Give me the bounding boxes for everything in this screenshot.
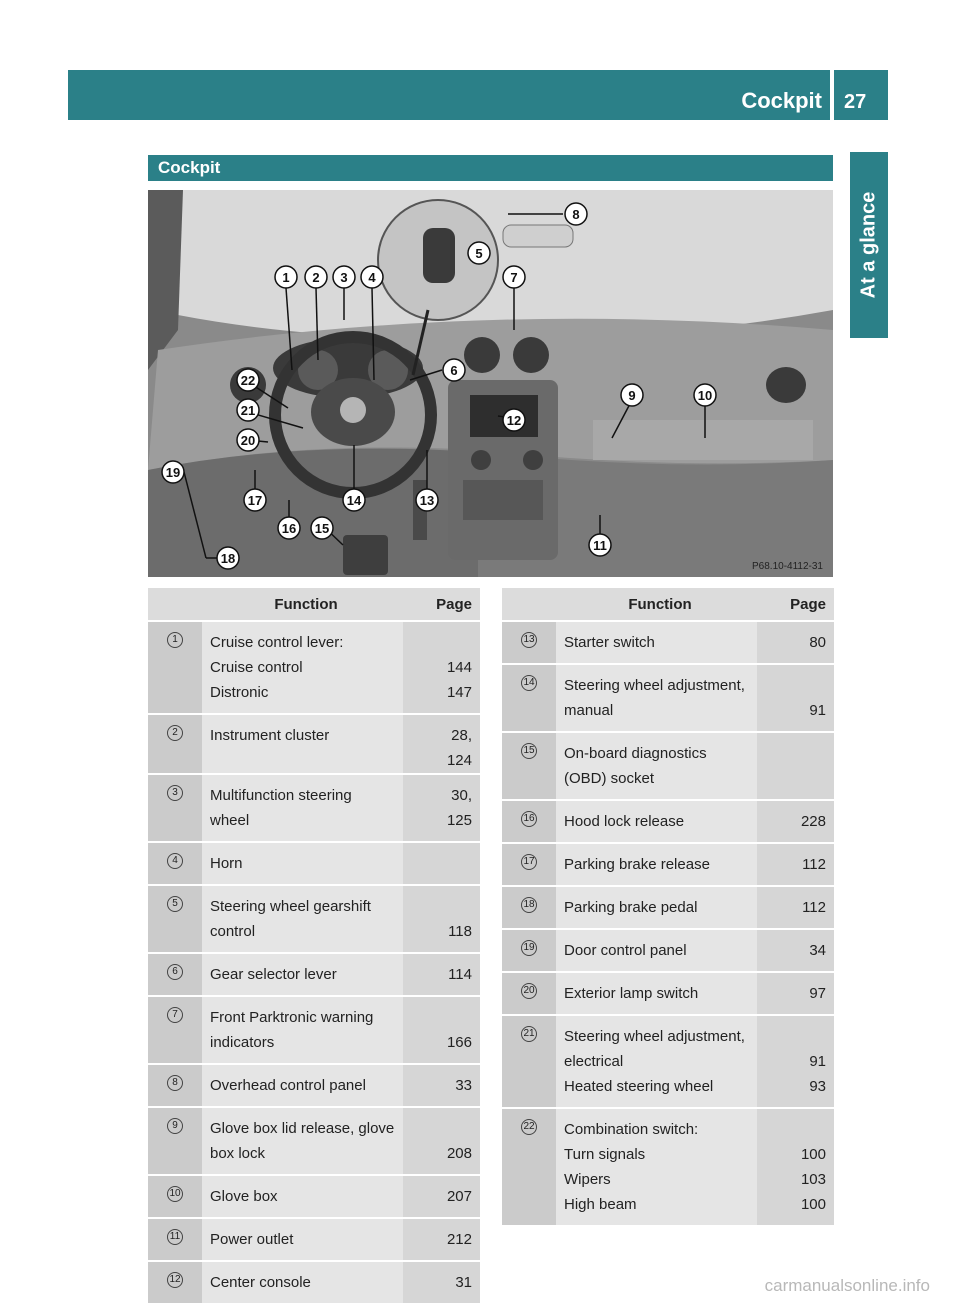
page-ref: 33: [455, 1077, 472, 1094]
function-text: Exterior lamp switch: [564, 985, 699, 1002]
table-row: [502, 664, 834, 732]
item-number-badge: 11: [167, 1229, 183, 1245]
item-number-badge: 21: [521, 1026, 537, 1042]
function-text: Center console: [210, 1274, 311, 1291]
page-cell: [403, 1175, 480, 1218]
page-ref: 91: [809, 702, 826, 719]
svg-text:20: 20: [240, 433, 256, 448]
function-text: Door control panel: [564, 942, 687, 959]
header-function: Function: [202, 588, 403, 621]
function-cell: [556, 1015, 757, 1108]
function-text: Distronic: [210, 684, 269, 701]
page-ref: [757, 1024, 826, 1049]
callout-2: [305, 266, 327, 288]
svg-text:15: 15: [314, 521, 330, 536]
item-number: [148, 996, 202, 1064]
item-number-badge: 10: [167, 1186, 183, 1202]
page-ref: 34: [809, 942, 826, 959]
svg-text:18: 18: [220, 551, 236, 566]
function-text: Parking brake pedal: [564, 899, 698, 916]
page-cell: [403, 714, 480, 774]
page-ref: 114: [448, 966, 472, 983]
cockpit-photo: [148, 190, 833, 577]
svg-text:1: 1: [282, 270, 290, 285]
function-cell: [556, 843, 757, 886]
page-ref: 228: [800, 813, 826, 830]
function-cell: [202, 1064, 403, 1107]
function-text: Glove box: [210, 1188, 278, 1205]
header-num: [502, 588, 556, 621]
table-row: [148, 996, 480, 1064]
page-cell: [757, 1108, 834, 1225]
item-number-badge: 13: [521, 632, 537, 648]
item-number: [148, 885, 202, 953]
item-number: [502, 929, 556, 972]
table-row: [148, 774, 480, 842]
item-number: [502, 1015, 556, 1108]
callout-10: [694, 384, 716, 406]
svg-text:4: 4: [368, 270, 376, 285]
page-cell: [757, 929, 834, 972]
svg-text:7: 7: [510, 270, 518, 285]
item-number: [148, 1175, 202, 1218]
function-text: electrical: [564, 1053, 624, 1070]
header-page-box: [834, 70, 888, 120]
callout-18: [217, 547, 239, 569]
callout-21: [237, 399, 259, 421]
callout-5: [468, 242, 490, 264]
function-text: Power outlet: [210, 1231, 294, 1248]
function-text: High beam: [564, 1196, 637, 1213]
page-ref: 100: [800, 1146, 826, 1163]
function-cell: [202, 842, 403, 885]
header-bar: [68, 70, 830, 120]
item-number: [502, 621, 556, 664]
function-text: wheel: [210, 812, 250, 829]
figure-code: P68.10-4112-31: [752, 561, 823, 572]
page-cell: [403, 1218, 480, 1261]
item-number-badge: 3: [167, 785, 183, 801]
item-number: [148, 842, 202, 885]
page-cell: [403, 774, 480, 842]
svg-text:10: 10: [697, 388, 713, 403]
item-number: [502, 843, 556, 886]
function-cell: [556, 929, 757, 972]
table-row: [148, 714, 480, 774]
header-title: Cockpit: [741, 88, 822, 113]
side-tab-label: At a glance: [857, 191, 880, 299]
callout-1: [275, 266, 297, 288]
page-cell: [757, 800, 834, 843]
page-cell: [403, 1107, 480, 1175]
page-ref: 112: [802, 856, 826, 873]
svg-text:17: 17: [247, 493, 263, 508]
function-text: manual: [564, 702, 614, 719]
page-cell: [403, 953, 480, 996]
page-ref: [757, 741, 826, 766]
function-text: Heated steering wheel: [564, 1078, 714, 1095]
table-row: [148, 1107, 480, 1175]
callout-16: [278, 517, 300, 539]
callout-4: [361, 266, 383, 288]
item-number: [148, 621, 202, 714]
callout-6: [443, 359, 465, 381]
svg-text:19: 19: [165, 465, 181, 480]
function-cell: [202, 714, 403, 774]
header-num: [148, 588, 202, 621]
table-row: [502, 886, 834, 929]
function-text: Gear selector lever: [210, 966, 337, 983]
callout-9: [621, 384, 643, 406]
svg-text:3: 3: [340, 270, 348, 285]
function-text: Glove box lid release, glove: [210, 1120, 395, 1137]
section-title: Cockpit: [158, 158, 221, 177]
function-text: On-board diagnostics: [564, 745, 707, 762]
callout-3: [333, 266, 355, 288]
callout-12: [503, 409, 525, 431]
svg-text:22: 22: [240, 373, 256, 388]
svg-text:8: 8: [572, 207, 580, 222]
callout-13: [416, 489, 438, 511]
callout-15: [311, 517, 333, 539]
table-row: [148, 842, 480, 885]
function-text: Steering wheel gearshift: [210, 898, 371, 915]
page-cell: [757, 843, 834, 886]
function-cell: [202, 885, 403, 953]
function-cell: [202, 996, 403, 1064]
function-text: Instrument cluster: [210, 727, 330, 744]
footer-watermark: carmanualsonline.info: [764, 1276, 930, 1295]
callout-17: [244, 489, 266, 511]
function-text: Wipers: [564, 1171, 611, 1188]
page-ref: 93: [809, 1078, 826, 1095]
function-text: box lock: [210, 1145, 266, 1162]
item-number-badge: 16: [521, 811, 537, 827]
function-table-right: [502, 588, 834, 1225]
page-cell: [757, 886, 834, 929]
page-ref: 124: [446, 752, 472, 769]
page-cell: [403, 842, 480, 885]
callout-20: [237, 429, 259, 451]
function-text: Cruise control: [210, 659, 303, 676]
item-number: [148, 1218, 202, 1261]
item-number-badge: 7: [167, 1007, 183, 1023]
table-row: [148, 953, 480, 996]
page-ref: 208: [446, 1145, 472, 1162]
function-cell: [556, 972, 757, 1015]
item-number-badge: 4: [167, 853, 183, 869]
function-text: control: [210, 923, 256, 940]
table-row: [502, 843, 834, 886]
item-number-badge: 18: [521, 897, 537, 913]
page-ref: 103: [800, 1171, 826, 1188]
table-row: [148, 1175, 480, 1218]
svg-text:14: 14: [346, 493, 362, 508]
page-cell: [403, 885, 480, 953]
svg-text:13: 13: [419, 493, 435, 508]
svg-text:11: 11: [593, 538, 607, 553]
function-text: Multifunction steering: [210, 787, 352, 804]
function-text: Front Parktronic warning: [210, 1009, 374, 1026]
page-ref: [403, 1005, 472, 1030]
item-number: [148, 1261, 202, 1303]
page-ref: 80: [809, 634, 826, 651]
page-ref: 118: [448, 923, 472, 940]
page-cell: [757, 664, 834, 732]
side-tab: [850, 152, 888, 338]
svg-text:5: 5: [475, 246, 483, 261]
section-title-bar: [148, 155, 833, 181]
function-cell: [556, 1108, 757, 1225]
page-ref: 31: [455, 1274, 472, 1291]
function-cell: [202, 621, 403, 714]
item-number-badge: 2: [167, 725, 183, 741]
page-cell: [403, 621, 480, 714]
page-ref: 147: [446, 684, 472, 701]
item-number-badge: 19: [521, 940, 537, 956]
callout-22: [237, 369, 259, 391]
function-cell: [556, 800, 757, 843]
item-number: [502, 1108, 556, 1225]
svg-text:12: 12: [506, 413, 522, 428]
page-ref: [403, 894, 472, 919]
table-row: [148, 1218, 480, 1261]
item-number: [502, 664, 556, 732]
table-row: [148, 885, 480, 953]
item-number-badge: 14: [521, 675, 537, 691]
table-row: [502, 1108, 834, 1225]
page-ref: 30,: [451, 787, 472, 804]
function-text: Hood lock release: [564, 813, 685, 830]
header-page: Page: [757, 588, 834, 621]
function-text: Turn signals: [564, 1146, 646, 1163]
function-text: Starter switch: [564, 634, 655, 651]
item-number: [148, 953, 202, 996]
page-cell: [403, 996, 480, 1064]
item-number: [148, 774, 202, 842]
item-number: [148, 1107, 202, 1175]
header-page: Page: [403, 588, 480, 621]
callout-8: [565, 203, 587, 225]
page-cell: [757, 972, 834, 1015]
item-number-badge: 17: [521, 854, 537, 870]
item-number-badge: 12: [167, 1272, 183, 1288]
page-ref: [757, 1117, 826, 1142]
item-number: [502, 972, 556, 1015]
page-ref: [403, 851, 472, 876]
function-cell: [202, 774, 403, 842]
table-row: [148, 1064, 480, 1107]
header-function: Function: [556, 588, 757, 621]
table-row: [502, 800, 834, 843]
function-cell: [202, 953, 403, 996]
item-number: [502, 800, 556, 843]
table-row: [148, 621, 480, 714]
table-row: [502, 929, 834, 972]
callout-11: [589, 534, 611, 556]
function-text: Combination switch:: [564, 1121, 699, 1138]
page-ref: 125: [446, 812, 472, 829]
item-number: [148, 1064, 202, 1107]
function-text: Cruise control lever:: [210, 634, 344, 651]
item-number-badge: 20: [521, 983, 537, 999]
item-number-badge: 5: [167, 896, 183, 912]
item-number-badge: 15: [521, 743, 537, 759]
item-number: [502, 886, 556, 929]
page-cell: [757, 1015, 834, 1108]
function-cell: [556, 664, 757, 732]
item-number: [502, 732, 556, 800]
page-ref: 28,: [451, 727, 472, 744]
page-ref: 112: [802, 899, 826, 916]
callout-19: [162, 461, 184, 483]
page-cell: [403, 1261, 480, 1303]
item-number-badge: 8: [167, 1075, 183, 1091]
page-cell: [757, 732, 834, 800]
function-cell: [202, 1218, 403, 1261]
function-cell: [556, 886, 757, 929]
item-number-badge: 6: [167, 964, 183, 980]
function-cell: [556, 621, 757, 664]
function-text: Overhead control panel: [210, 1077, 366, 1094]
callout-14: [343, 489, 365, 511]
page-cell: [403, 1064, 480, 1107]
function-text: Horn: [210, 855, 243, 872]
table-row: [148, 1261, 480, 1303]
function-text: Steering wheel adjustment,: [564, 677, 745, 694]
function-text: Steering wheel adjustment,: [564, 1028, 745, 1045]
function-text: (OBD) socket: [564, 770, 655, 787]
table-row: [502, 1015, 834, 1108]
svg-text:21: 21: [240, 403, 256, 418]
item-number-badge: 22: [521, 1119, 537, 1135]
page-number: 27: [844, 91, 867, 113]
table-row: [502, 621, 834, 664]
page-ref: [403, 630, 472, 655]
page-ref: 91: [809, 1053, 826, 1070]
callout-7: [503, 266, 525, 288]
page-cell: [757, 621, 834, 664]
function-cell: [556, 732, 757, 800]
svg-text:6: 6: [450, 363, 458, 378]
function-text: indicators: [210, 1034, 275, 1051]
function-cell: [202, 1175, 403, 1218]
function-text: Parking brake release: [564, 856, 710, 873]
page-ref: [757, 673, 826, 698]
page-ref: 100: [800, 1196, 826, 1213]
page-ref: 144: [446, 659, 472, 676]
svg-text:16: 16: [281, 521, 297, 536]
page-ref: 97: [809, 985, 826, 1002]
item-number-badge: 1: [167, 632, 183, 648]
item-number-badge: 9: [167, 1118, 183, 1134]
page-ref: [403, 1116, 472, 1141]
svg-text:2: 2: [312, 270, 320, 285]
table-row: [502, 972, 834, 1015]
page-ref: 166: [446, 1034, 472, 1051]
function-cell: [202, 1261, 403, 1303]
function-cell: [202, 1107, 403, 1175]
function-table-left: [148, 588, 480, 1303]
page-ref: 212: [446, 1231, 472, 1248]
svg-text:9: 9: [628, 388, 636, 403]
table-row: [502, 732, 834, 800]
page-ref: 207: [446, 1188, 472, 1205]
item-number: [148, 714, 202, 774]
